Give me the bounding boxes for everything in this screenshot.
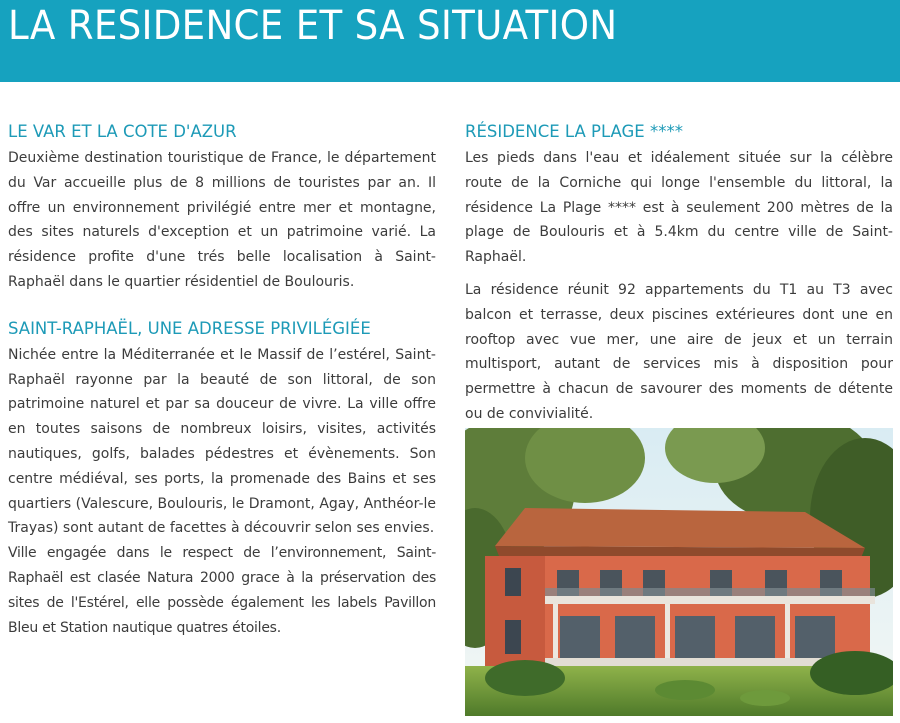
right-column	[465, 118, 893, 427]
section-text-saint-raphael-1: Nichée entre la Méditerranée et le Massif de l’estérel, Saint-Raphaël rayonne par la beauté de son littoral, de son patrimoine naturel et par sa douceur de vivre. La ville offre en toutes saisons de nombreux loisirs, visites, activités nautiques, golfs, balades pédestres et évènements. Son centre médiéval, ses ports, la promenade des Bains et ses quartiers (Valescure, Boulouris, le Dramont, Agay, Anthéor-le Trayas) sont autant de facettes à découvrir selon ses envies.	[8, 346, 436, 537]
section-text-var: Deuxième destination touristique de France, le département du Var accueille plus de 8 millions de touristes par an. Il offre un environnement privilégié entre mer et montagne, des sites naturels d'exception et un patrimoine varié. La résidence profite d'une trés belle localisation à Saint-Raphaël dans le quartier résidentiel de Boulouris.	[8, 150, 436, 290]
section-heading-residence: RÉSIDENCE LA PLAGE ****	[465, 122, 683, 141]
section-text-saint-raphael-2: Ville engagée dans le respect de l’environnement, Saint-Raphaël est clasée Natura 2000 grace à la préservation des sites de l'Estérel, elle possède également les labels Pavillon Bleu et Station nautique quatres étoiles.	[8, 545, 436, 636]
page-title: LA RESIDENCE ET SA SITUATION	[8, 3, 618, 49]
header-banner	[0, 0, 900, 82]
section-heading-var: LE VAR ET LA COTE D'AZUR	[8, 122, 237, 141]
section-text-residence-1: Les pieds dans l'eau et idéalement située sur la célèbre route de la Corniche qui longe l'ensemble du littoral, la résidence La Plage **** est à seulement 200 mètres de la plage de Boulouris et à 5.4km du centre ville de Saint-Raphaël.	[465, 150, 893, 266]
left-column	[8, 118, 436, 640]
section-text-residence-2: La résidence réunit 92 appartements du T1 au T3 avec balcon et terrasse, deux piscines extérieures dont une en rooftop avec vue mer, une aire de jeux et un terrain multisport, autant de services mis à disposition pour permettre à chacun de savourer des moments de détente ou de convivialité.	[465, 281, 893, 422]
section-heading-saint-raphael: SAINT-RAPHAËL, UNE ADRESSE PRIVILÉGIÉE	[8, 318, 371, 338]
residence-photo	[465, 428, 893, 716]
